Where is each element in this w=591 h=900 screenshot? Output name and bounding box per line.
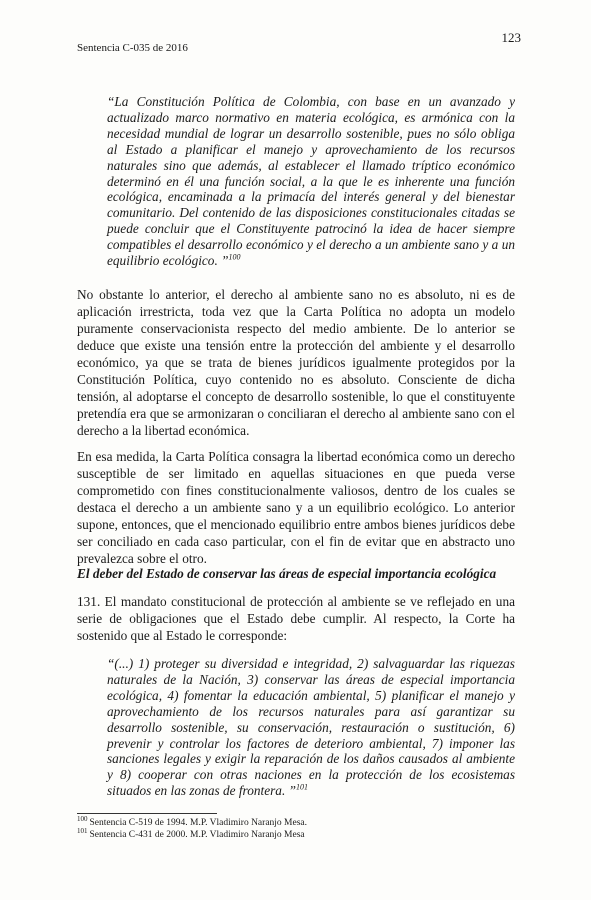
paragraph-libertad-economica: En esa medida, la Carta Política consagra la libertad económica como un derecho susceptible de ser limitado en aquellas situaciones en que pueda verse comprometido con fines constitucionalmente valiosos, dentro de los cuales se destaca el derecho a un ambiente sano y a un equilibrio ecológico. Lo anterior supone, entonces, que el mencionado equilibrio entre ambos bienes jurídicos debe ser conciliado en cada caso particular, con el fin de evitar que en abstracto uno prevalezca sobre el otro. xyxy=(77,449,515,566)
quote-text: “(...) 1) proteger su diversidad e integridad, 2) salvaguardar las riquezas naturales de la Nación, 3) conservar las áreas de especial importancia ecológica, 4) fomentar la educación ambiental, 5) planificar el manejo y aprovechamiento de los recursos naturales para así garantizar su desarrollo sostenible, su conservación, restauración o sustitución, 6) prevenir y controlar los factores de deterioro ambiental, 7) imponer las sanciones legales y exigir la reparación de los daños causados al ambiente y 8) cooperar con otras naciones en la protección de los ecosistemas situados en las zonas de frontera. ” xyxy=(107,656,515,799)
footnote-divider xyxy=(77,813,217,814)
footnote-101 xyxy=(77,826,515,841)
block-quote-constitution xyxy=(107,94,515,269)
footnote-100 xyxy=(77,814,515,829)
paragraph-131: 131. El mandato constitucional de protección al ambiente se ve reflejado en una serie de obligaciones que el Estado debe cumplir. Al respecto, la Corte ha sostenido que al Estado le corresponde: xyxy=(77,594,515,643)
footnote-ref-100[interactable]: 100 xyxy=(228,252,241,262)
paragraph-sano-no-absoluto: No obstante lo anterior, el derecho al ambiente sano no es absoluto, ni es de aplicación irrestricta, toda vez que la Carta Política no adopta un modelo puramente conservacionista respecto del medio ambiente. De lo anterior se deduce que existe una tensión entre la protección del ambiente y el desarrollo económico, ya que se trata de bienes jurídicos igualmente protegidos por la Constitución Política, cuyo contenido no es absoluto. Consciente de dicha tensión, al adoptarse el concepto de desarrollo sostenible, lo que el constituyente pretendía era que se armonizaran o conciliaran el derecho al ambiente sano con el derecho a la libertad económica. xyxy=(77,287,515,438)
footnotes xyxy=(77,814,515,841)
footnote-number: 101 xyxy=(77,826,88,835)
block-quote-obligations xyxy=(107,656,515,799)
section-heading: El deber del Estado de conservar las áreas de especial importancia ecológica xyxy=(77,566,497,581)
page-number: 123 xyxy=(501,30,521,45)
footnote-ref-101[interactable]: 101 xyxy=(296,782,309,792)
footnote-number: 100 xyxy=(77,814,88,823)
quote-text: “La Constitución Política de Colombia, con base en un avanzado y actualizado marco normativo en materia ecológica, es armónica con la necesidad mundial de lograr un desarrollo sostenible, pues no sólo obliga al Estado a planificar el manejo y aprovechamiento de los recursos naturales sino que además, al establecer el llamado tríptico económico determinó en él una función social, a la que le es inherente una función ecológica, encaminada a la primacía del interés general y del bienestar comunitario. Del contenido de las disposiciones constitucionales citadas se puede concluir que el Constituyente patrocinó la idea de hacer siempre compatibles el desarrollo económico y el derecho a un ambiente sano y a un equilibrio ecológico. ” xyxy=(107,94,515,269)
footnote-text: Sentencia C-431 de 2000. M.P. Vladimiro Naranjo Mesa xyxy=(89,830,305,840)
footnote-text: Sentencia C-519 de 1994. M.P. Vladimiro Naranjo Mesa. xyxy=(89,818,307,828)
running-head: Sentencia C-035 de 2016 xyxy=(77,42,188,54)
